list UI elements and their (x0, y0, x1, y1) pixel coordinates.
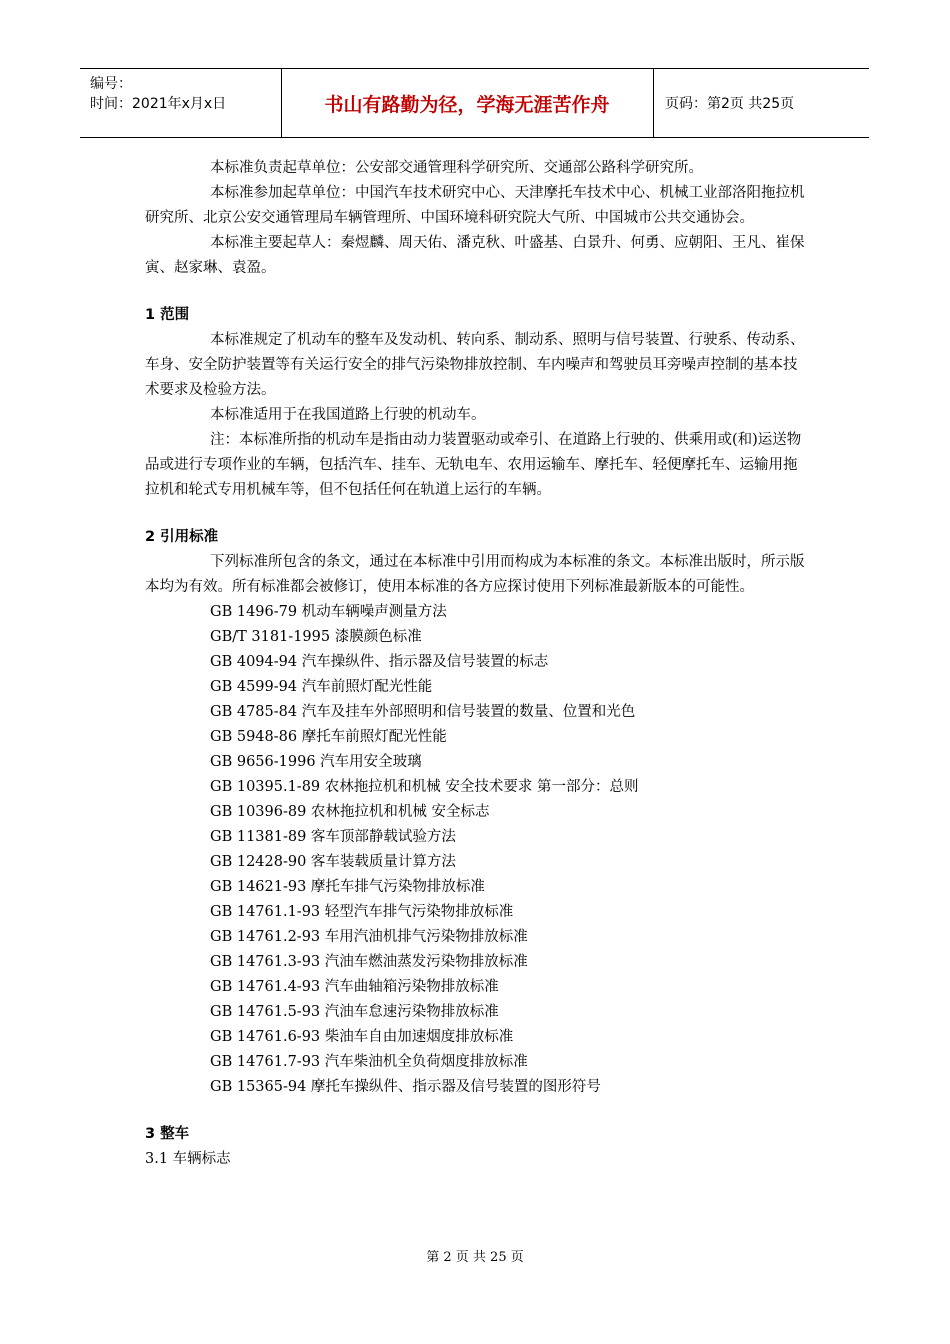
reference-item: GB 15365-94 摩托车操纵件、指示器及信号装置的图形符号 (210, 1079, 601, 1095)
reference-item: GB 14621-93 摩托车排气污染物排放标准 (210, 879, 485, 895)
reference-item: GB 12428-90 客车装载质量计算方法 (210, 854, 456, 870)
reference-item: GB 14761.4-93 汽车曲轴箱污染物排放标准 (210, 979, 499, 995)
page-footer: 第 2 页 共 25 页 (426, 1250, 524, 1265)
reference-item: GB 4785-84 汽车及挂车外部照明和信号装置的数量、位置和光色 (210, 704, 636, 720)
section-paragraph: 本标准适用于在我国道路上行驶的机动车。 (210, 407, 486, 423)
intro-paragraph: 本标准主要起草人：秦煜麟、周天佑、潘克秋、叶盛基、白景升、何勇、应朝阳、王凡、崔保寅、赵家琳、袁盈。 (145, 235, 805, 276)
reference-item: GB 14761.3-93 汽油车燃油蒸发污染物排放标准 (210, 954, 528, 970)
reference-list (145, 600, 805, 1100)
number-label: 编号： (90, 76, 132, 92)
reference-item: GB 1496-79 机动车辆噪声测量方法 (210, 604, 447, 620)
page-header (80, 68, 869, 138)
reference-item: GB 4094-94 汽车操纵件、指示器及信号装置的标志 (210, 654, 549, 670)
reference-item: GB 9656-1996 汽车用安全玻璃 (210, 754, 422, 770)
intro-paragraph: 本标准负责起草单位：公安部交通管理科学研究所、交通部公路科学研究所。 (210, 160, 703, 176)
reference-item: GB 5948-86 摩托车前照灯配光性能 (210, 729, 447, 745)
reference-item: GB/T 3181-1995 漆膜颜色标准 (210, 629, 422, 645)
intro-paragraph: 本标准参加起草单位：中国汽车技术研究中心、天津摩托车技术中心、机械工业部洛阳拖拉机研究所、北京公安交通管理局车辆管理所、中国环境科研究院大气所、中国城市公共交通协会。 (145, 185, 805, 226)
reference-item: GB 14761.7-93 汽车柴油机全负荷烟度排放标准 (210, 1054, 528, 1070)
header-left-cell (80, 69, 282, 137)
document-body (145, 156, 805, 1172)
section-paragraph: 本标准规定了机动车的整车及发动机、转向系、制动系、照明与信号装置、行驶系、传动系、车身、安全防护装置等有关运行安全的排气污染物排放控制、车内噪声和驾驶员耳旁噪声控制的基本技术要求及检验方法。 (145, 332, 805, 398)
section-heading: 1 范围 (145, 307, 190, 323)
section-note: 注：本标准所指的机动车是指由动力装置驱动或牵引、在道路上行驶的、供乘用或(和)运送物品或进行专项作业的车辆，包括汽车、挂车、无轨电车、农用运输车、摩托车、轻便摩托车、运输用拖拉机和轮式专用机械车等，但不包括任何在轨道上运行的车辆。 (145, 432, 802, 498)
subsection-heading: 3.1 车辆标志 (145, 1151, 231, 1167)
reference-item: GB 14761.1-93 轻型汽车排气污染物排放标准 (210, 904, 514, 920)
reference-item: GB 14761.2-93 车用汽油机排气污染物排放标准 (210, 929, 528, 945)
reference-item: GB 14761.6-93 柴油车自由加速烟度排放标准 (210, 1029, 514, 1045)
reference-item: GB 10395.1-89 农林拖拉机和机械 安全技术要求 第一部分：总则 (210, 779, 639, 795)
header-page-info: 页码：第2页 共25页 (665, 96, 795, 112)
time-label: 时间：2021年x月x日 (90, 96, 227, 112)
reference-item: GB 14761.5-93 汽油车怠速污染物排放标准 (210, 1004, 499, 1020)
reference-item: GB 11381-89 客车顶部静载试验方法 (210, 829, 456, 845)
section-heading: 2 引用标准 (145, 529, 219, 545)
section-paragraph: 下列标准所包含的条文，通过在本标准中引用而构成为本标准的条文。本标准出版时，所示版本均为有效。所有标准都会被修订，使用本标准的各方应探讨使用下列标准最新版本的可能性。 (145, 554, 805, 595)
header-motto: 书山有路勤为径，学海无涯苦作舟 (281, 69, 654, 137)
reference-item: GB 4599-94 汽车前照灯配光性能 (210, 679, 433, 695)
reference-item: GB 10396-89 农林拖拉机和机械 安全标志 (210, 804, 490, 820)
section-heading: 3 整车 (145, 1126, 190, 1142)
